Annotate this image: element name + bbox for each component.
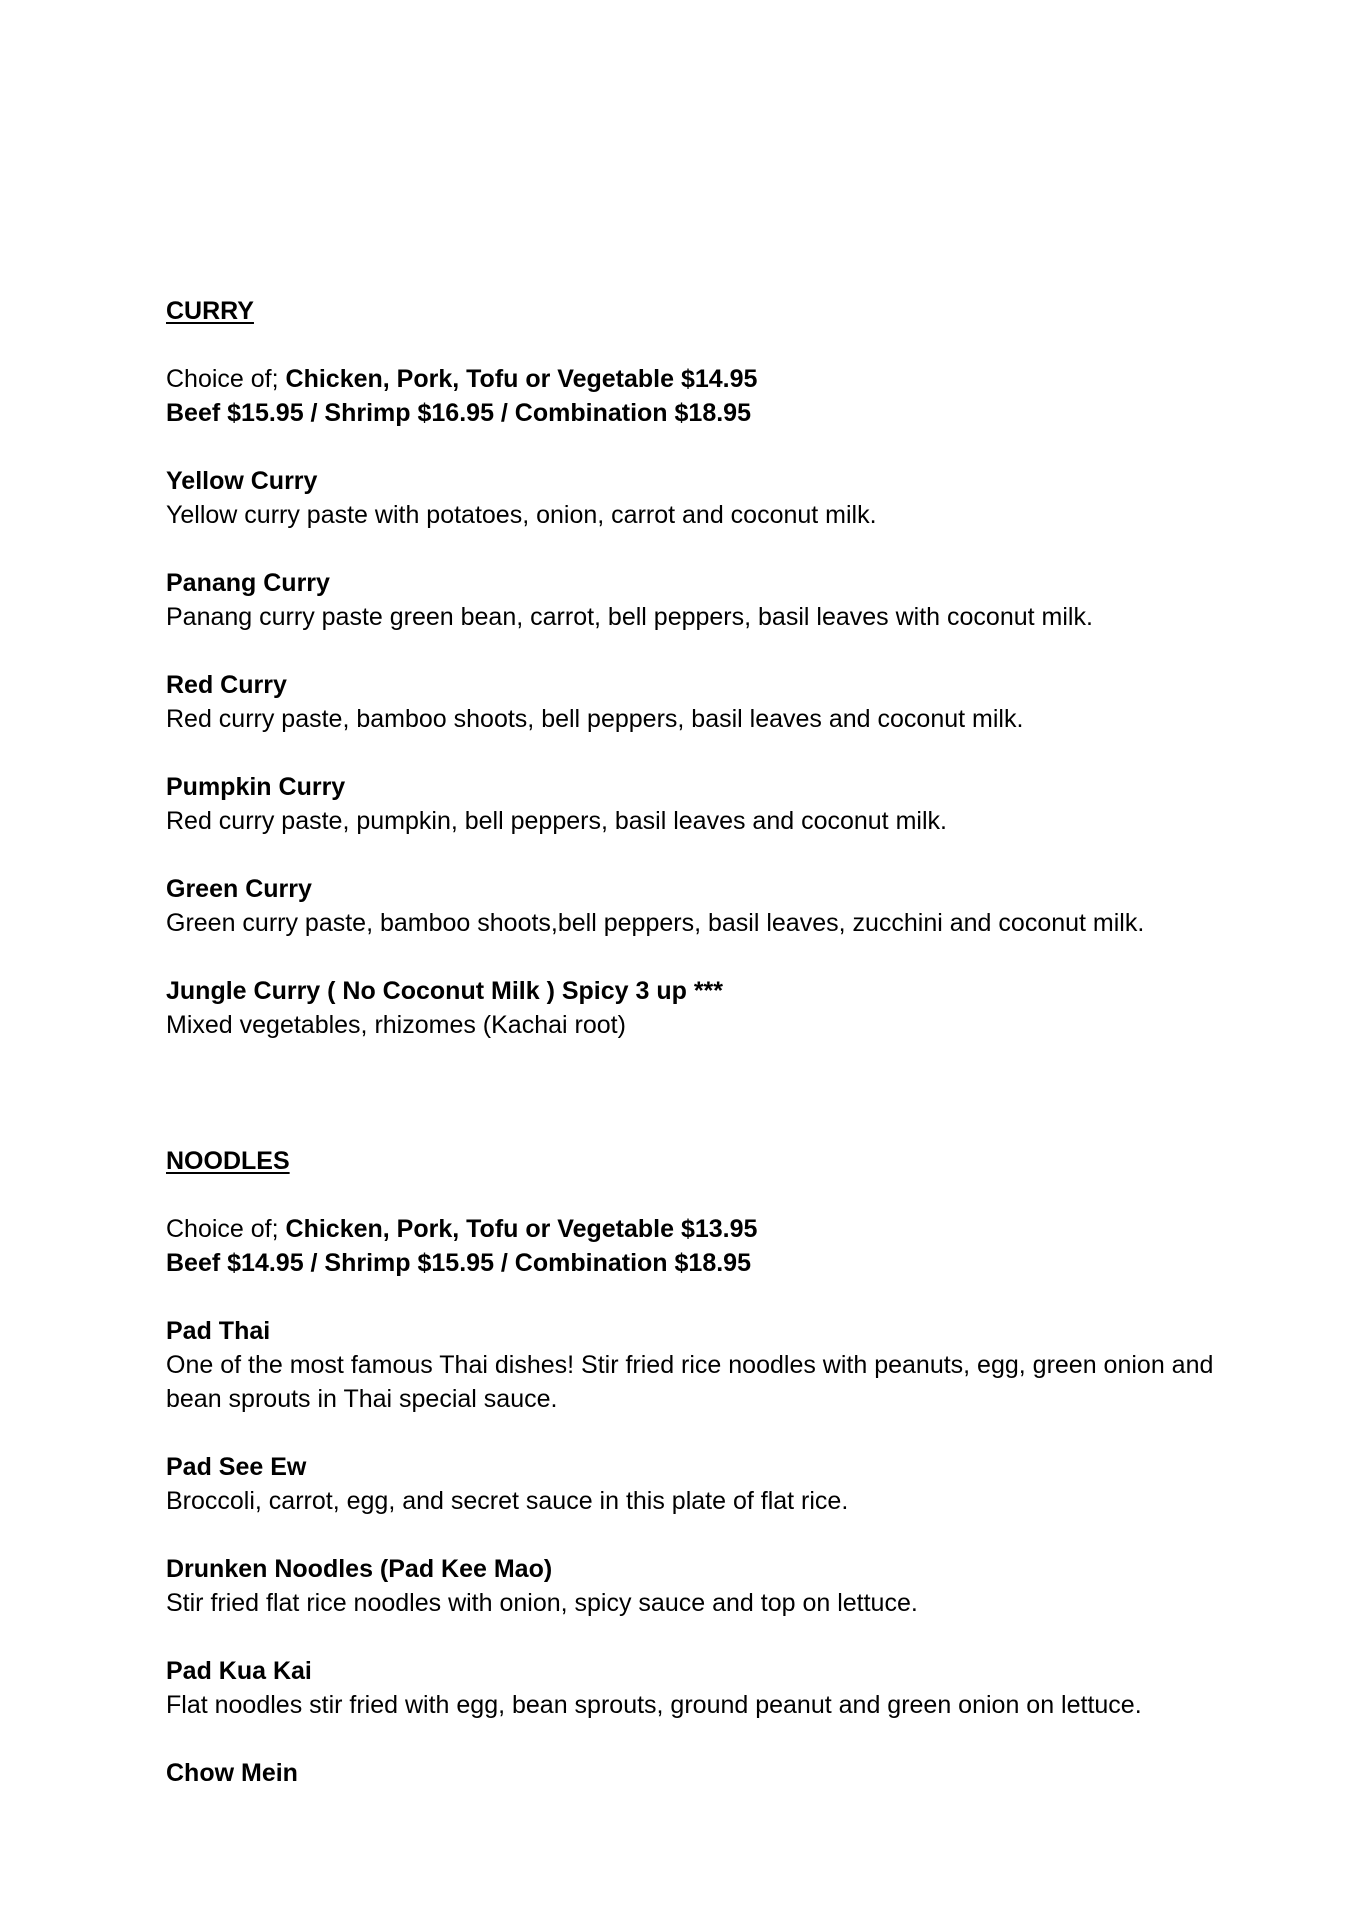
curry-section: [166, 294, 1226, 1042]
curry-choice-price-1: Chicken, Pork, Tofu or Vegetable $14.95: [285, 365, 758, 393]
menu-item-name: Jungle Curry ( No Coconut Milk ) Spicy 3 up ***: [166, 977, 724, 1005]
section-title-noodles: NOODLES: [166, 1147, 290, 1175]
menu-item-name: Green Curry: [166, 875, 312, 903]
menu-item: [166, 872, 1226, 940]
section-title-curry: CURRY: [166, 297, 254, 325]
menu-item-name: Red Curry: [166, 671, 287, 699]
menu-item-desc: Yellow curry paste with potatoes, onion, carrot and coconut milk.: [166, 501, 877, 529]
menu-item-name: Panang Curry: [166, 569, 330, 597]
section-spacer: [166, 1076, 1226, 1144]
menu-item-name: Pad Thai: [166, 1317, 271, 1345]
menu-item-name: Drunken Noodles (Pad Kee Mao): [166, 1555, 553, 1583]
menu-item: [166, 464, 1226, 532]
menu-item-desc: Panang curry paste green bean, carrot, bell peppers, basil leaves with coconut milk.: [166, 603, 1093, 631]
menu-item: [166, 770, 1226, 838]
curry-choice-prefix: Choice of;: [166, 365, 286, 393]
menu-item-desc: Mixed vegetables, rhizomes (Kachai root): [166, 1011, 626, 1039]
noodles-choice-line-2: Beef $14.95 / Shrimp $15.95 / Combination $18.95: [166, 1249, 751, 1277]
menu-item: [166, 974, 1226, 1042]
menu-item-desc: Flat noodles stir fried with egg, bean sprouts, ground peanut and green onion on lettuce.: [166, 1691, 1142, 1719]
menu-item-name: Pad See Ew: [166, 1453, 307, 1481]
menu-item-name: Chow Mein: [166, 1759, 298, 1787]
menu-item: [166, 1654, 1226, 1722]
curry-choice-block: [166, 362, 1226, 430]
menu-item-desc: Broccoli, carrot, egg, and secret sauce in this plate of flat rice.: [166, 1487, 849, 1515]
menu-item-desc: Stir fried flat rice noodles with onion, spicy sauce and top on lettuce.: [166, 1589, 918, 1617]
noodles-choice-line-1: [166, 1212, 1226, 1246]
menu-item: [166, 1552, 1226, 1620]
curry-choice-line-1: [166, 362, 1226, 396]
menu-item: [166, 668, 1226, 736]
menu-item: [166, 1314, 1226, 1416]
menu-item-desc: Red curry paste, pumpkin, bell peppers, basil leaves and coconut milk.: [166, 807, 947, 835]
menu-item-name: Pumpkin Curry: [166, 773, 346, 801]
menu-item-name: Pad Kua Kai: [166, 1657, 312, 1685]
menu-item-desc: Red curry paste, bamboo shoots, bell peppers, basil leaves and coconut milk.: [166, 705, 1024, 733]
noodles-choice-prefix: Choice of;: [166, 1215, 286, 1243]
menu-item-desc: Green curry paste, bamboo shoots,bell peppers, basil leaves, zucchini and coconut milk.: [166, 909, 1145, 937]
curry-choice-line-2: Beef $15.95 / Shrimp $16.95 / Combination $18.95: [166, 399, 751, 427]
menu-item-desc: One of the most famous Thai dishes! Stir fried rice noodles with peanuts, egg, green onion and bean sprouts in Thai special sauce.: [166, 1351, 1214, 1413]
noodles-choice-price-1: Chicken, Pork, Tofu or Vegetable $13.95: [285, 1215, 758, 1243]
menu-item-name: Yellow Curry: [166, 467, 318, 495]
menu-item: [166, 1756, 1226, 1790]
menu-item: [166, 566, 1226, 634]
noodles-section: [166, 1144, 1226, 1790]
menu-item: [166, 1450, 1226, 1518]
noodles-choice-block: [166, 1212, 1226, 1280]
menu-page: [166, 294, 1226, 1824]
